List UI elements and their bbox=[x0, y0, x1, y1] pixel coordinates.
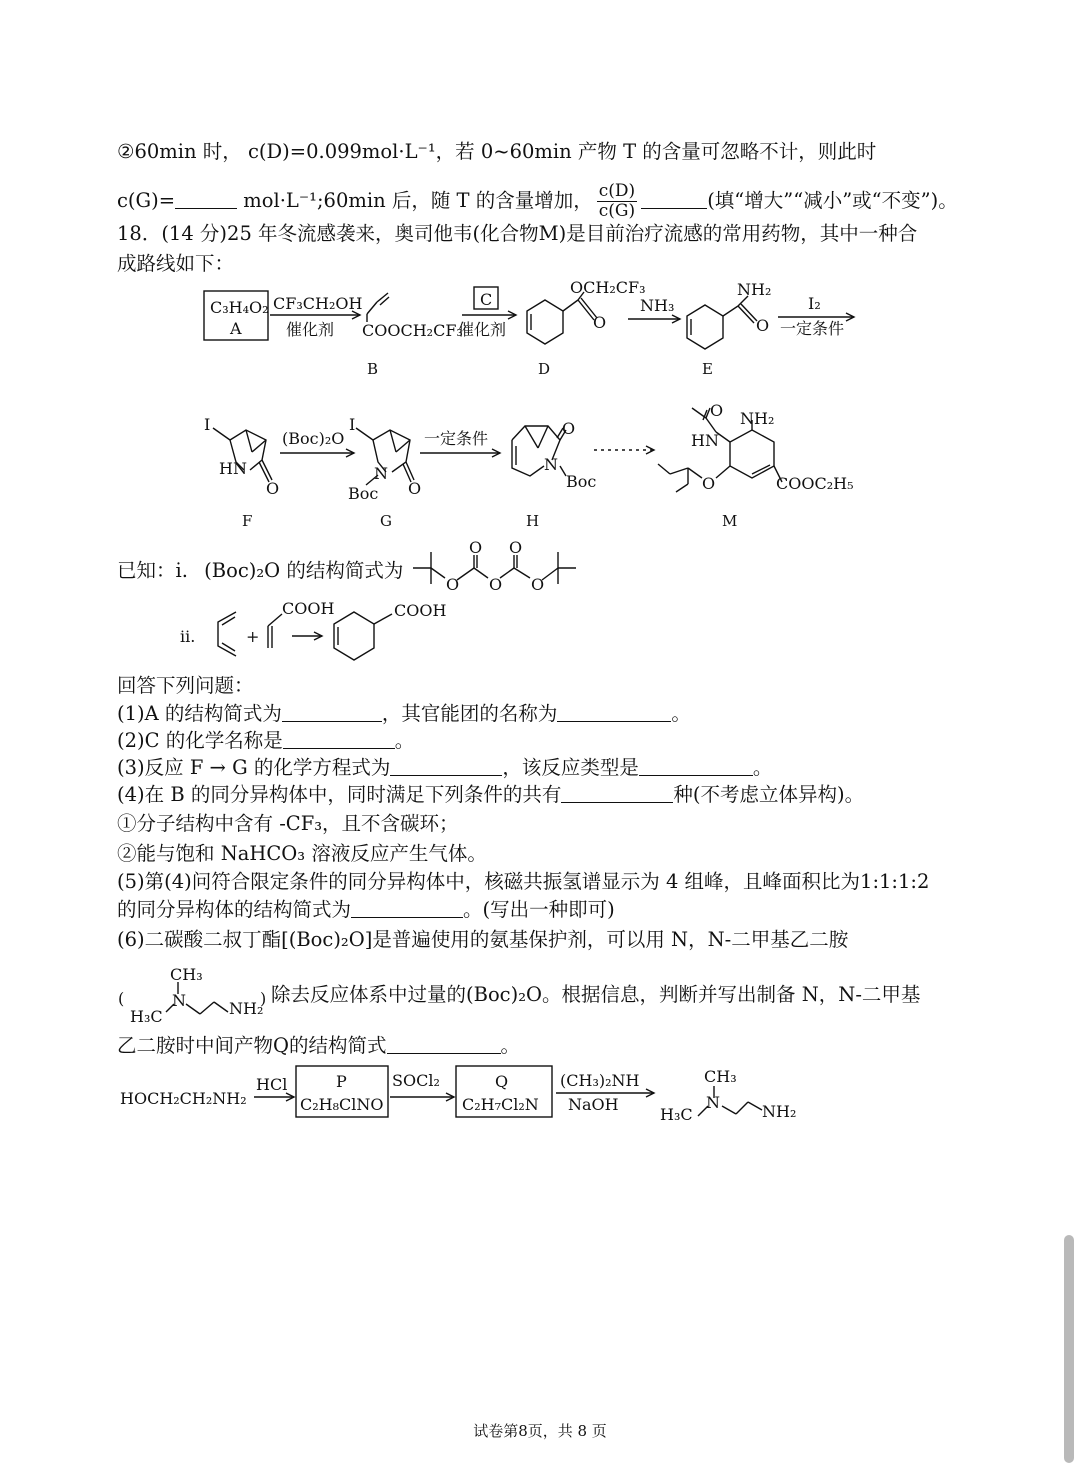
label-b: B bbox=[367, 360, 379, 378]
h-n: N bbox=[544, 455, 558, 474]
answer-blank-q2[interactable] bbox=[283, 730, 395, 749]
dmeda-paren-open: ( bbox=[118, 989, 125, 1008]
q3-text-a: (3)反应 F → G 的化学方程式为 bbox=[117, 756, 391, 779]
q18-header-line2: 成路线如下： bbox=[117, 252, 235, 275]
part2-line2-tail: (填“增大”“减小”或“不变”)。 bbox=[707, 189, 958, 212]
label-m: M bbox=[722, 512, 738, 530]
dmeda-paren-close: ) bbox=[260, 989, 267, 1008]
question-2 bbox=[117, 729, 414, 753]
g-n: N bbox=[374, 464, 388, 483]
answer-blank-q5[interactable] bbox=[351, 899, 463, 918]
f-iodo: I bbox=[204, 415, 211, 434]
m-nh: HN bbox=[691, 431, 719, 450]
dmeda-nh2: NH₂ bbox=[229, 999, 264, 1018]
reagent-fg: (Boc)₂O bbox=[282, 429, 345, 448]
e-oxygen: O bbox=[756, 316, 770, 335]
e-substituent: NH₂ bbox=[737, 280, 772, 299]
answer-blank-q3-equation[interactable] bbox=[390, 757, 502, 776]
reagent-e-bottom: 一定条件 bbox=[780, 319, 845, 338]
m-nh2: NH₂ bbox=[740, 409, 775, 428]
question-6-line2: 除去反应体系中过量的(Boc)₂O。根据信息，判断并写出制备 N，N-二甲基 bbox=[271, 983, 921, 1006]
label-h: H bbox=[526, 512, 540, 530]
question-5-line1: (5)第(4)问符合限定条件的同分异构体中，核磁共振氢谱显示为 4 组峰，且峰面积比为1:1:1:2 bbox=[117, 870, 930, 893]
answer-blank-cg[interactable] bbox=[175, 190, 237, 209]
product-ch3: CH₃ bbox=[704, 1067, 737, 1086]
fraction-denominator: c(G) bbox=[598, 201, 636, 221]
q6-text-d: 。 bbox=[500, 1034, 521, 1057]
questions-intro: 回答下列问题： bbox=[117, 674, 254, 697]
condition-1: ①分子结构中含有 -CF₃，且不含碳环； bbox=[117, 812, 459, 835]
label-g: G bbox=[380, 512, 392, 530]
route2-diagram bbox=[0, 395, 1080, 530]
answer-blank-ratio[interactable] bbox=[641, 190, 707, 209]
route3-reagent-top: (CH₃)₂NH bbox=[560, 1071, 640, 1090]
boc2o-o4: O bbox=[509, 538, 523, 557]
b-substituent: COOCH₂CF₃ bbox=[362, 321, 463, 340]
route1-diagram bbox=[0, 280, 1080, 380]
q6-text-c: 乙二胺时中间产物Q的结构简式 bbox=[117, 1034, 387, 1057]
boc2o-o5: O bbox=[531, 575, 545, 594]
q5-text-c: 。(写出一种即可) bbox=[463, 898, 615, 921]
q1-text-c: 。 bbox=[671, 702, 691, 725]
q2-text-a: (2)C 的化学名称是 bbox=[117, 729, 283, 752]
reagent-ab-top: CF₃CH₂OH bbox=[273, 294, 363, 313]
part2-line2-text: mol·L⁻¹;60min 后，随 T 的含量增加， bbox=[243, 189, 593, 212]
question-1 bbox=[117, 702, 691, 726]
question-6-line3 bbox=[117, 1034, 520, 1058]
boc2o-o1: O bbox=[446, 575, 460, 594]
ring-m bbox=[730, 430, 774, 478]
route3-diagram bbox=[0, 1060, 1080, 1130]
boc2o-structure bbox=[0, 538, 1080, 594]
box-c-label: C bbox=[480, 290, 493, 309]
label-d: D bbox=[538, 360, 551, 378]
condition-2: ②能与饱和 NaHCO₃ 溶液反应产生气体。 bbox=[117, 842, 487, 865]
product-n: N bbox=[706, 1093, 720, 1112]
box-q-formula: C₂H₇Cl₂N bbox=[462, 1095, 539, 1114]
m-ether-oxygen: O bbox=[702, 474, 716, 493]
reagent-de: NH₃ bbox=[640, 296, 675, 315]
f-nh: HN bbox=[219, 459, 247, 478]
dmeda-ch3: CH₃ bbox=[170, 965, 203, 984]
ratio-fraction bbox=[597, 182, 637, 221]
dmeda-n: N bbox=[172, 991, 186, 1010]
q3-text-b: ，该反应类型是 bbox=[502, 756, 639, 779]
known-boc2o: (Boc)₂O 的结构简式为 bbox=[204, 559, 404, 582]
q5-text-b: 的同分异构体的结构简式为 bbox=[117, 898, 352, 921]
known-ii-cooh-2: COOH bbox=[394, 601, 447, 620]
known-ii-cooh-1: COOH bbox=[282, 599, 335, 618]
known-ii-label: ii. bbox=[180, 627, 196, 646]
f-oxygen: O bbox=[266, 479, 280, 498]
box-a-label: A bbox=[230, 319, 242, 338]
answer-blank-q3-type[interactable] bbox=[639, 757, 753, 776]
product-nh2: NH₂ bbox=[762, 1102, 797, 1121]
g-boc: Boc bbox=[348, 484, 379, 503]
known-title: 已知：i. bbox=[117, 559, 188, 582]
route3-reagent-socl2: SOCl₂ bbox=[392, 1071, 440, 1090]
boc2o-o3: O bbox=[489, 575, 503, 594]
g-oxygen: O bbox=[408, 479, 422, 498]
route3-reagent-bottom: NaOH bbox=[568, 1095, 619, 1114]
label-f: F bbox=[242, 512, 253, 530]
q1-text-a: (1)A 的结构简式为 bbox=[117, 702, 282, 725]
q1-text-b: ，其官能团的名称为 bbox=[381, 702, 558, 725]
route3-start: HOCH₂CH₂NH₂ bbox=[120, 1089, 247, 1108]
q4-text-b: 种(不考虑立体异构)。 bbox=[673, 783, 865, 806]
question-3 bbox=[117, 756, 772, 780]
page-footer: 试卷第8页，共 8 页 bbox=[473, 1422, 607, 1440]
fraction-numerator: c(D) bbox=[598, 181, 636, 201]
scrollbar-thumb[interactable] bbox=[1064, 1235, 1074, 1463]
q4-text-a: (4)在 B 的同分异构体中，同时满足下列条件的共有 bbox=[117, 783, 562, 806]
m-oxygen-acyl: O bbox=[710, 401, 724, 420]
d-oxygen: O bbox=[593, 313, 607, 332]
part2-line2 bbox=[117, 182, 958, 221]
g-iodo: I bbox=[349, 415, 356, 434]
h-oxygen: O bbox=[562, 419, 576, 438]
question-6-line1: (6)二碳酸二叔丁酯[(Boc)₂O]是普遍使用的氨基保护剂，可以用 N，N-二甲基乙二胺 bbox=[117, 928, 849, 951]
product-h3c: H₃C bbox=[660, 1105, 693, 1124]
q18-header-line1: 18．(14 分)25 年冬流感袭来，奥司他韦(化合物M)是目前治疗流感的常用药物，其中一种合 bbox=[117, 222, 918, 245]
q3-text-c: 。 bbox=[752, 756, 773, 779]
reagent-ab-bottom: 催化剂 bbox=[286, 320, 335, 339]
question-5-line2 bbox=[117, 898, 615, 922]
ring-da-product bbox=[334, 612, 374, 660]
reagent-e-top: I₂ bbox=[808, 294, 821, 313]
dmeda-h3c: H₃C bbox=[130, 1007, 163, 1026]
answer-blank-q1-group[interactable] bbox=[557, 703, 671, 722]
box-a-formula: C₃H₄O₂ bbox=[210, 298, 269, 317]
route3-reagent-hcl: HCl bbox=[256, 1075, 288, 1094]
known-ii-plus: + bbox=[246, 627, 260, 646]
label-e: E bbox=[702, 360, 713, 378]
cg-label: c(G)= bbox=[117, 189, 176, 212]
answer-blank-q6[interactable] bbox=[387, 1035, 501, 1054]
ring-e bbox=[687, 305, 723, 349]
reagent-gh: 一定条件 bbox=[424, 429, 489, 448]
box-q-label: Q bbox=[495, 1072, 509, 1091]
m-ester: COOC₂H₅ bbox=[776, 474, 854, 493]
box-p-label: P bbox=[336, 1072, 347, 1091]
h-boc: Boc bbox=[566, 472, 597, 491]
box-p-formula: C₂H₈ClNO bbox=[300, 1095, 384, 1114]
reagent-cd-bottom: 催化剂 bbox=[458, 320, 507, 339]
boc2o-o2: O bbox=[469, 538, 483, 557]
answer-blank-q4[interactable] bbox=[561, 784, 673, 803]
part2-line1: ②60min 时， c(D)=0.099mol·L⁻¹，若 0~60min 产物 T 的含量可忽略不计，则此时 bbox=[117, 140, 877, 163]
question-4 bbox=[117, 783, 864, 807]
known-ii-diagram bbox=[0, 595, 1080, 665]
q2-text-b: 。 bbox=[394, 729, 415, 752]
answer-blank-q1-structure[interactable] bbox=[282, 703, 382, 722]
d-substituent: OCH₂CF₃ bbox=[570, 278, 646, 297]
ring-d bbox=[527, 300, 563, 344]
